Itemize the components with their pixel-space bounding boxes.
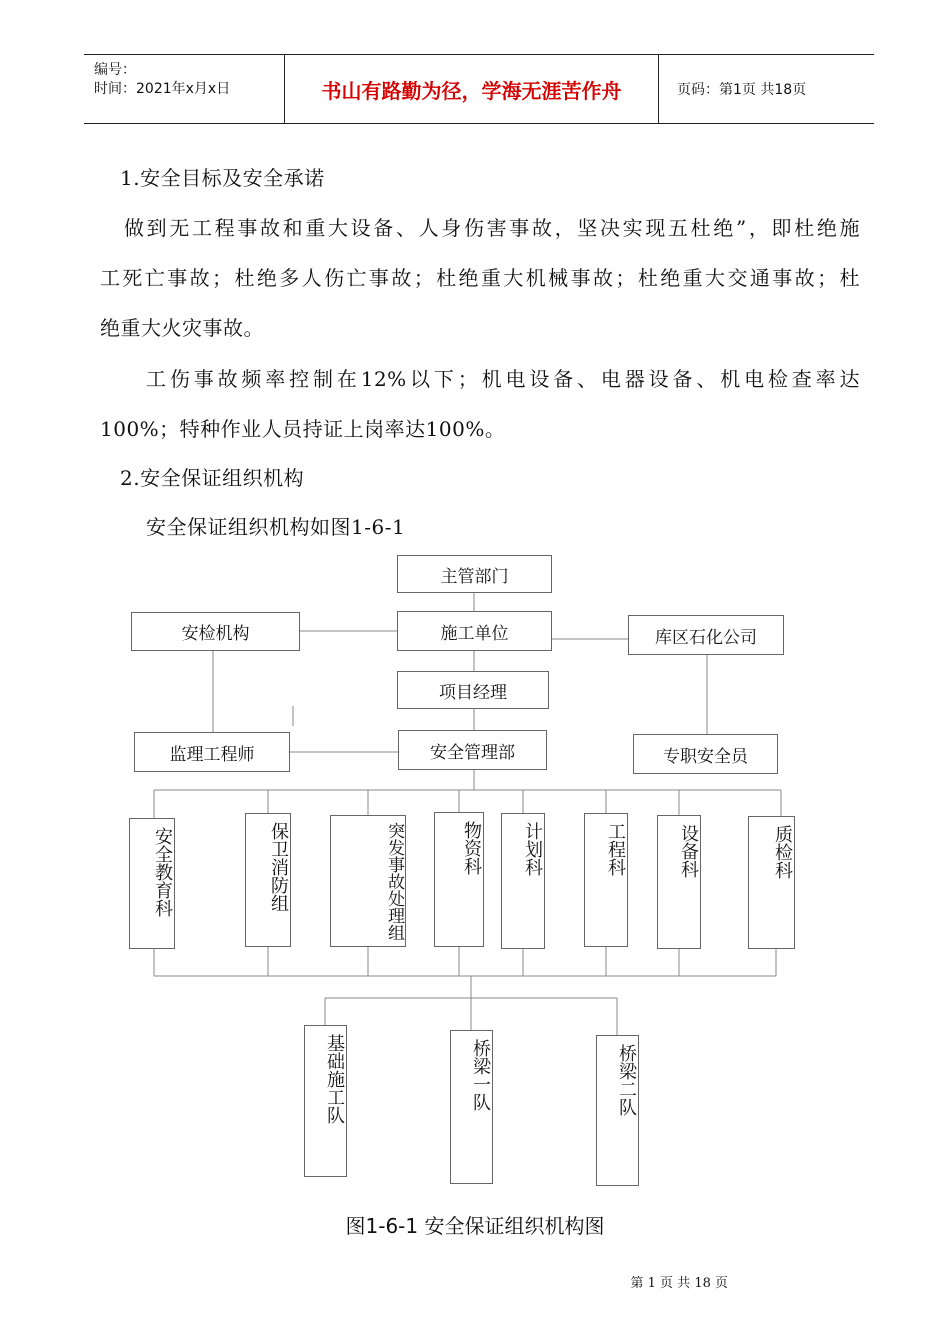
org-section-safety-education: 安全教育科 xyxy=(129,818,175,949)
page-footer xyxy=(0,1272,950,1291)
figure-caption: 图1-6-1 安全保证组织机构图 xyxy=(345,1214,605,1238)
time-label: 时间：2021年x月x日 xyxy=(94,81,231,97)
page-label-text: 页码：第1页 共18页 xyxy=(677,82,807,98)
section-1-title: 1.安全目标及安全承诺 xyxy=(120,166,325,190)
paragraph-1-line-2: 工死亡事故；杜绝多人伤亡事故；杜绝重大机械事故；杜绝重大交通事故；杜 xyxy=(100,266,860,290)
paragraph-3: 安全保证组织机构如图1-6-1 xyxy=(146,515,406,539)
org-section-equipment: 设备科 xyxy=(657,815,701,949)
org-box-safety-dept: 安全管理部 xyxy=(398,730,547,770)
org-box-supervisor: 监理工程师 xyxy=(134,732,290,772)
number-label: 编号： xyxy=(94,62,136,78)
org-section-emergency: 突发事故处理组 xyxy=(330,815,406,947)
org-section-security-fire: 保卫消防组 xyxy=(245,813,291,947)
header-motto: 书山有路勤为径，学海无涯苦作舟 xyxy=(285,55,659,123)
org-box-safety-officer: 专职安全员 xyxy=(633,734,778,774)
footer-page-number: 第 1 页 共 18 页 xyxy=(630,1276,728,1291)
paragraph-1-line-1: 做到无工程事故和重大设备、人身伤害事故，坚决实现五杜绝”，即杜绝施 xyxy=(124,216,860,240)
paragraph-2-line-1: 工伤事故频率控制在12%以下；机电设备、电器设备、机电检查率达 xyxy=(146,367,860,391)
org-section-engineering: 工程科 xyxy=(584,813,628,947)
org-section-quality: 质检科 xyxy=(748,816,795,949)
org-box-company: 库区石化公司 xyxy=(628,615,784,655)
org-section-planning: 计划科 xyxy=(501,813,545,949)
paragraph-2-line-2: 100%；特种作业人员持证上岗率达100%。 xyxy=(100,417,506,441)
org-box-pm: 项目经理 xyxy=(397,671,549,709)
org-box-top: 主管部门 xyxy=(397,555,552,593)
paragraph-1-line-3: 绝重大火灾事故。 xyxy=(100,316,264,340)
org-team-bridge-2: 桥梁二队 xyxy=(596,1035,639,1186)
org-team-foundation: 基础施工队 xyxy=(304,1025,347,1177)
org-box-inspection: 安检机构 xyxy=(131,612,300,651)
org-team-bridge-1: 桥梁一队 xyxy=(450,1030,493,1184)
org-box-contractor: 施工单位 xyxy=(397,611,552,651)
org-section-materials: 物资科 xyxy=(434,812,484,947)
section-2-title: 2.安全保证组织机构 xyxy=(120,466,305,490)
